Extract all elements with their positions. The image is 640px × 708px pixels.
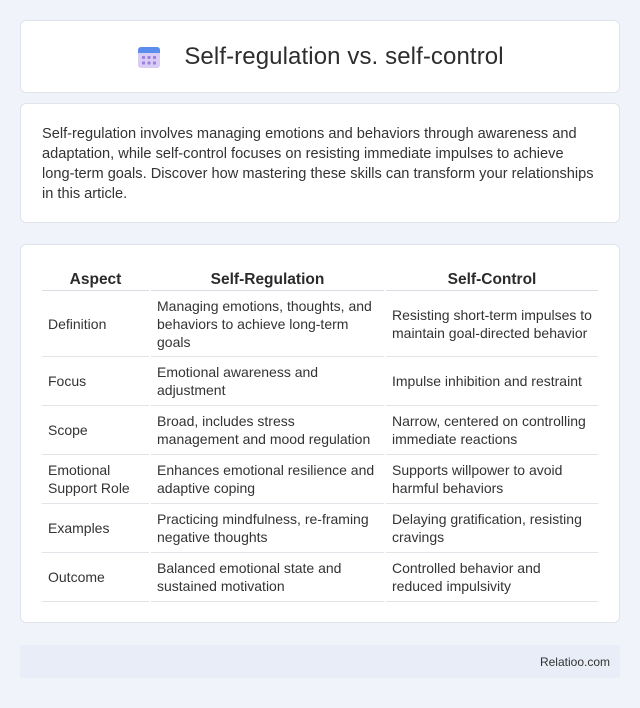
table-row — [42, 357, 598, 406]
comparison-table-card — [20, 244, 620, 623]
table-header-row — [42, 266, 598, 291]
page-title: Self-regulation vs. self-control — [184, 42, 504, 70]
intro-text: Self-regulation involves managing emotions and behaviors through awareness and adaptation, while self-control focuses on resisting immediate impulses to achieve long-term goals. Discover how mastering these skills can transform your relationships in this article. — [42, 126, 594, 202]
self-control-cell: Narrow, centered on controlling immediate reactions — [386, 406, 598, 455]
footer-site-link[interactable]: Relatioo.com — [539, 654, 610, 669]
header-aspect: Aspect — [42, 266, 149, 291]
table-row — [42, 553, 598, 602]
self-regulation-cell: Enhances emotional resilience and adaptive coping — [151, 455, 384, 504]
self-regulation-cell: Balanced emotional state and sustained motivation — [151, 553, 384, 602]
table-row — [42, 291, 598, 357]
self-control-cell: Supports willpower to avoid harmful behaviors — [386, 455, 598, 504]
calendar-icon — [136, 44, 162, 70]
self-control-cell: Controlled behavior and reduced impulsivity — [386, 553, 598, 602]
header-self-control: Self-Control — [386, 266, 598, 291]
header-self-regulation: Self-Regulation — [151, 266, 384, 291]
table-row — [42, 406, 598, 455]
intro-card — [20, 103, 620, 223]
self-regulation-cell: Emotional awareness and adjustment — [151, 357, 384, 406]
aspect-cell: Emotional Support Role — [42, 455, 149, 504]
aspect-cell: Examples — [42, 504, 149, 553]
aspect-cell: Definition — [42, 291, 149, 357]
self-control-cell: Impulse inhibition and restraint — [386, 357, 598, 406]
aspect-cell: Focus — [42, 357, 149, 406]
aspect-cell: Outcome — [42, 553, 149, 602]
title-card — [20, 20, 620, 93]
self-regulation-cell: Managing emotions, thoughts, and behaviors to achieve long-term goals — [151, 291, 384, 357]
self-regulation-cell: Practicing mindfulness, re-framing negative thoughts — [151, 504, 384, 553]
footer-bar — [20, 645, 620, 678]
aspect-cell: Scope — [42, 406, 149, 455]
self-regulation-cell: Broad, includes stress management and mood regulation — [151, 406, 384, 455]
self-control-cell: Delaying gratification, resisting cravings — [386, 504, 598, 553]
table-row — [42, 455, 598, 504]
self-control-cell: Resisting short-term impulses to maintain goal-directed behavior — [386, 291, 598, 357]
table-row — [42, 504, 598, 553]
comparison-table — [40, 266, 600, 602]
